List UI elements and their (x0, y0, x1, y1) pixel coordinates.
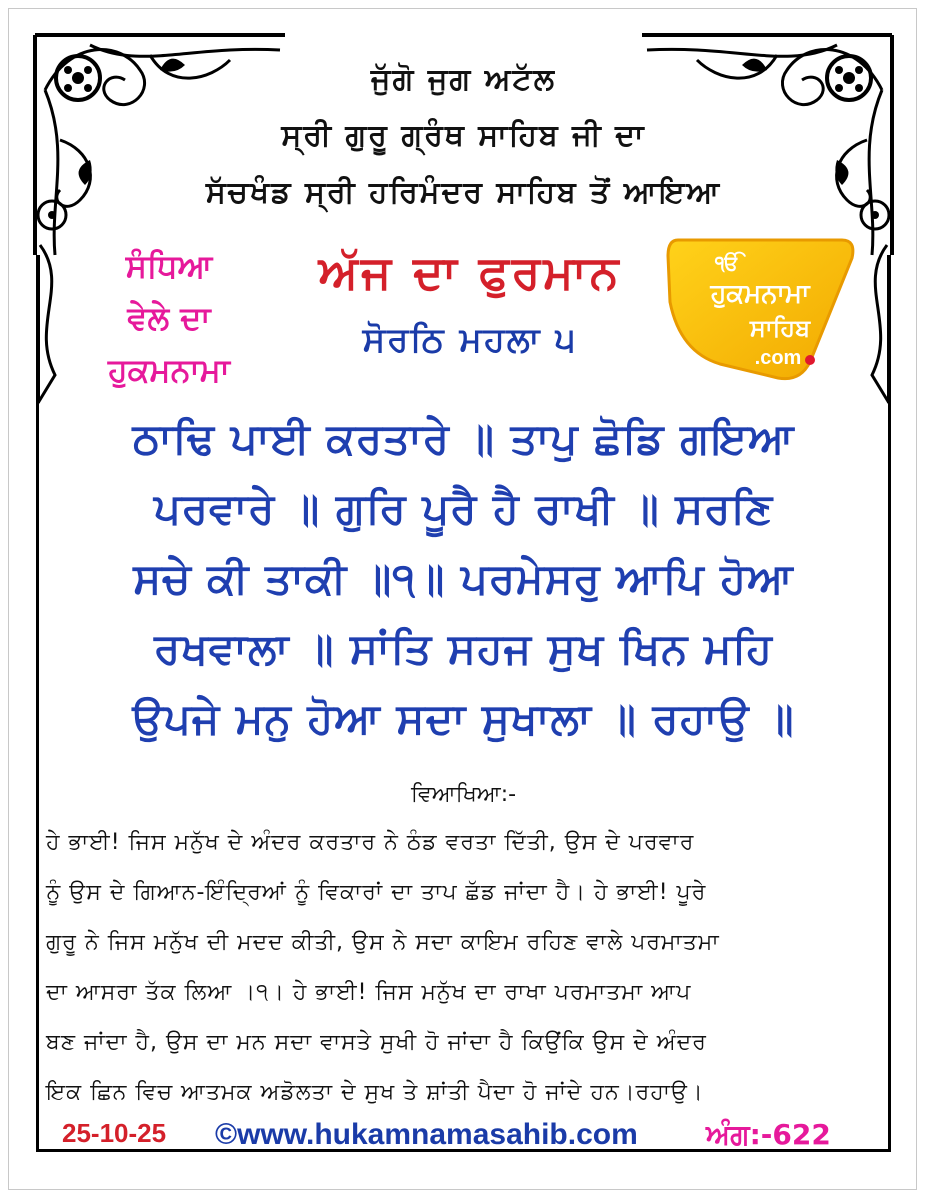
explanation-line: ਗੁਰੂ ਨੇ ਜਿਸ ਮਨੁੱਖ ਦੀ ਮਦਦ ਕੀਤੀ, ਉਸ ਨੇ ਸਦਾ ਕਾਇਮ ਰਹਿਣ ਵਾਲੇ ਪਰਮਾਤਮਾ (46, 930, 720, 955)
hukamnama-sahib-logo (660, 232, 860, 384)
explanation-line: ਨੂੰ ਉਸ ਦੇ ਗਿਆਨ-ਇੰਦ੍ਰਿਆਂ ਨੂੰ ਵਿਕਾਰਾਂ ਦਾ ਤਾਪ ਛੱਡ ਜਾਂਦਾ ਹੈ। ਹੇ ਭਾਈ! ਪੂਰੇ (46, 880, 707, 905)
website-link[interactable]: ©www.hukamnamasahib.com (215, 1118, 638, 1151)
evening-label-line-3: ਹੁਕਮਨਾਮਾ (108, 351, 230, 389)
gurbani-line: ਠਾਢਿ ਪਾਈ ਕਰਤਾਰੇ ॥ ਤਾਪੁ ਛੋਡਿ ਗਇਆ (132, 414, 795, 463)
gurbani-line: ਪਰਵਾਰੇ ॥ ਗੁਰਿ ਪੂਰੈ ਹੈ ਰਾਖੀ ॥ ਸਰਣਿ (153, 484, 774, 533)
explanation-line: ਇਕ ਛਿਨ ਵਿਚ ਆਤਮਕ ਅਡੋਲਤਾ ਦੇ ਸੁਖ ਤੇ ਸ਼ਾਂਤੀ ਪੈਦਾ ਹੋ ਜਾਂਦੇ ਹਨ।ਰਹਾਉ। (46, 1080, 704, 1105)
gurbani-line: ਰਖਵਾਲਾ ॥ ਸਾਂਤਿ ਸਹਜ ਸੁਖ ਖਿਨ ਮਹਿ (154, 624, 773, 673)
evening-label-line-1: ਸੰਧਿਆ (125, 247, 213, 285)
evening-hukamnama-label (44, 240, 294, 396)
raag-heading: ਸੋਰਠਿ ਮਹਲਾ ੫ (362, 320, 578, 360)
header-line-1: ਜੁੱਗੋ ਜੁਗ ਅਟੱਲ (370, 62, 557, 97)
ang-number: ਅੰਗ:-622 (706, 1118, 831, 1151)
gurbani-line: ਉਪਜੇ ਮਨੁ ਹੋਆ ਸਦਾ ਸੁਖਾਲਾ ॥ ਰਹਾਉ ॥ (132, 694, 795, 743)
explanation-line: ਦਾ ਆਸਰਾ ਤੱਕ ਲਿਆ ।੧। ਹੇ ਭਾਈ! ਜਿਸ ਮਨੁੱਖ ਦਾ ਰਾਖਾ ਪਰਮਾਤਮਾ ਆਪ (46, 980, 692, 1005)
explanation-line: ਹੇ ਭਾਈ! ਜਿਸ ਮਨੁੱਖ ਦੇ ਅੰਦਰ ਕਰਤਾਰ ਨੇ ਠੰਡ ਵਰਤਾ ਦਿੱਤੀ, ਉਸ ਦੇ ਪਰਵਾਰ (46, 830, 695, 855)
logo-line-1: ਹੁਕਮਨਾਮਾ (710, 279, 810, 309)
gurbani-line: ਸਚੇ ਕੀ ਤਾਕੀ ॥੧॥ ਪਰਮੇਸਰੁ ਆਪਿ ਹੋਆ (133, 554, 794, 603)
explanation-heading: ਵਿਆਖਿਆ:- (410, 782, 517, 807)
evening-label-line-2: ਵੇਲੇ ਦਾ (127, 299, 211, 337)
header-line-2: ਸ੍ਰੀ ਗੁਰੂ ਗ੍ਰੰਥ ਸਾਹਿਬ ਜੀ ਦਾ (281, 118, 646, 153)
explanation-line: ਬਣ ਜਾਂਦਾ ਹੈ, ਉਸ ਦਾ ਮਨ ਸਦਾ ਵਾਸਤੇ ਸੁਖੀ ਹੋ ਜਾਂਦਾ ਹੈ ਕਿਉਂਕਿ ਉਸ ਦੇ ਅੰਦਰ (46, 1030, 707, 1055)
header-line-3: ਸੱਚਖੰਡ ਸ੍ਰੀ ਹਰਿਮੰਦਰ ਸਾਹਿਬ ਤੋਂ ਆਇਆ (205, 175, 722, 210)
date-label: 25-10-25 (62, 1118, 167, 1148)
logo-line-3: .com (754, 347, 802, 369)
page-title: ਅੱਜ ਦਾ ਫੁਰਮਾਨ (318, 245, 622, 299)
logo-line-2: ਸਾਹਿਬ (749, 314, 811, 342)
logo-symbol: ੴ (715, 251, 740, 275)
